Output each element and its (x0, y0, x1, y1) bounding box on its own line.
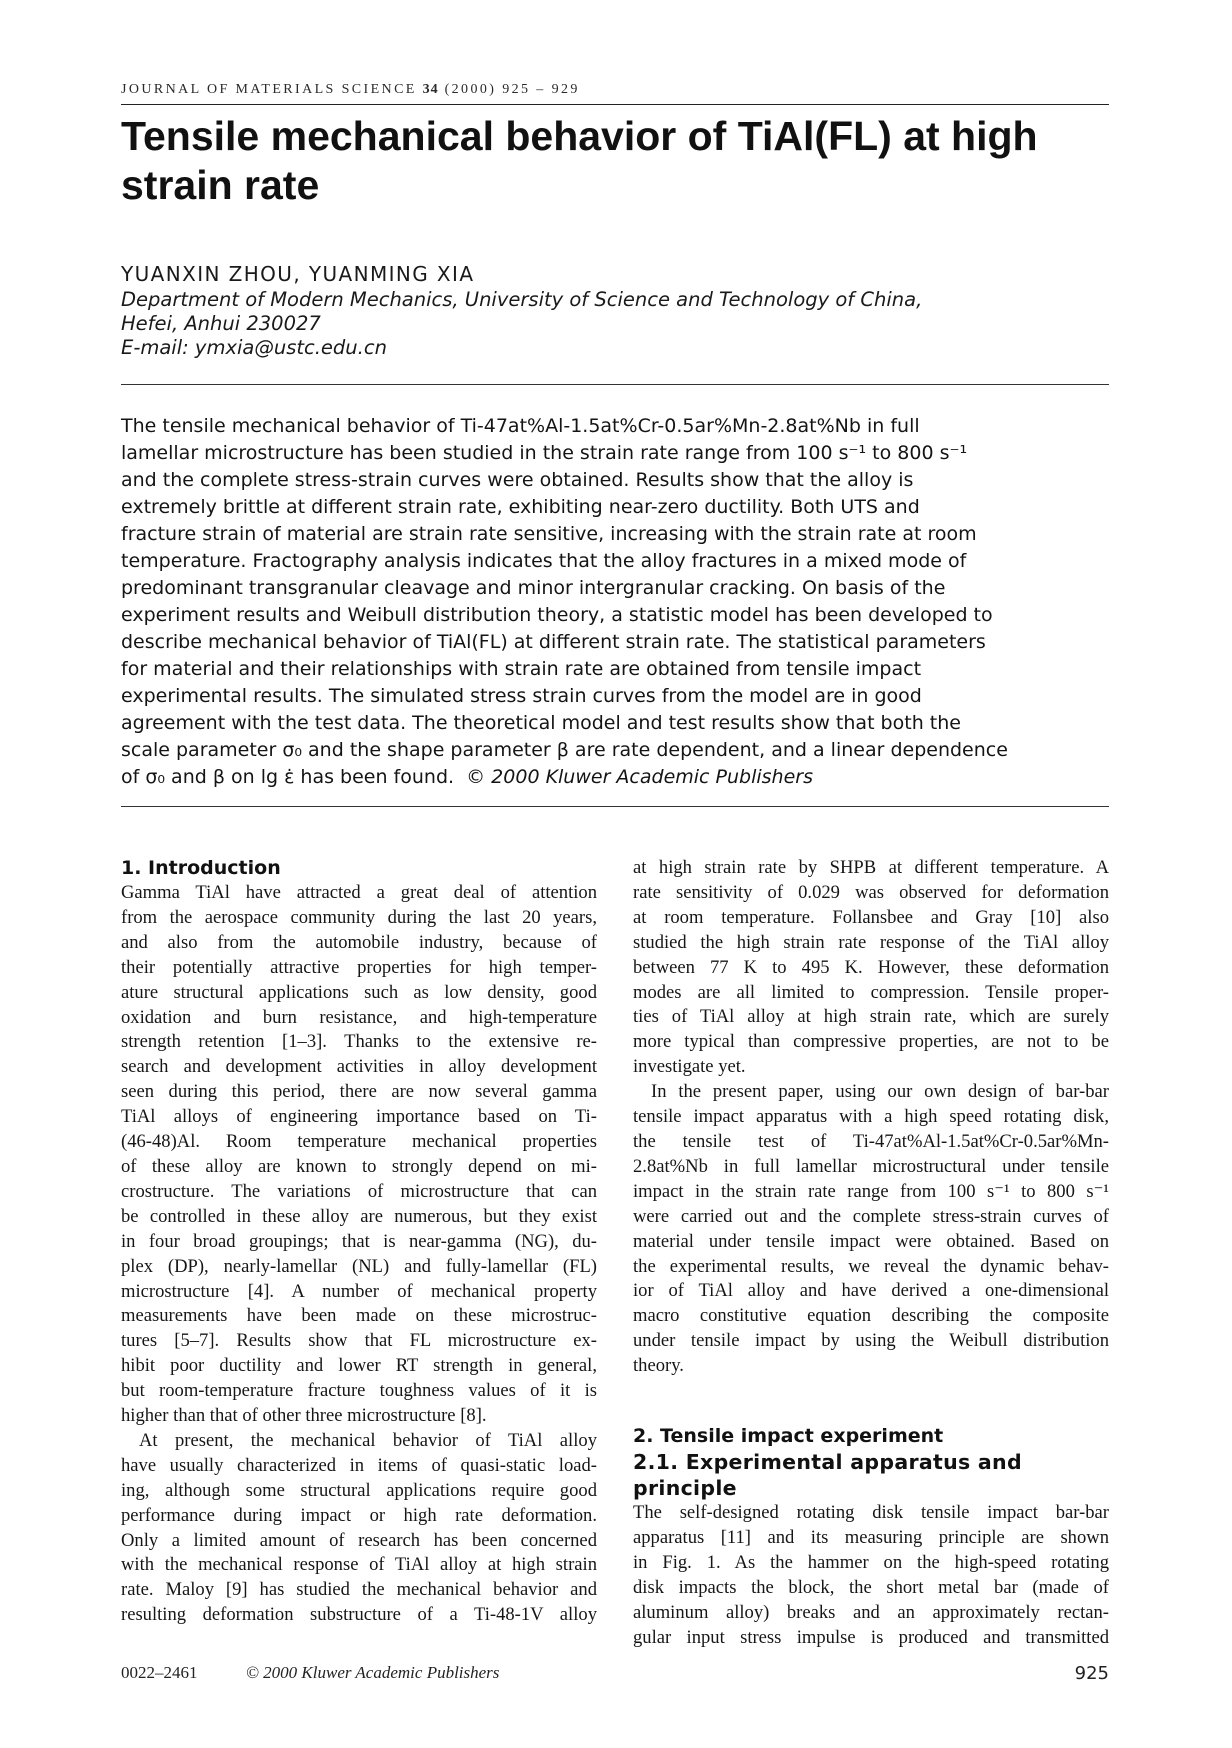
text-line: oxidation and burn resistance, and high-temperature (121, 1006, 597, 1028)
text-line: aluminum alloy) breaks and an approximately rectan- (633, 1601, 1109, 1623)
text-line: ior of TiAl alloy and have derived a one-dimensional (633, 1280, 1109, 1302)
text-line: from the aerospace community during the last 20 years, (121, 906, 597, 928)
intro-paragraph-2 (121, 1429, 597, 1628)
text-line: impact in the strain rate range from 100 s⁻¹ to 800 s⁻¹ (633, 1180, 1109, 1202)
text-line: tensile impact apparatus with a high speed rotating disk, (633, 1106, 1109, 1128)
text-line: studied the high strain rate response of the TiAl alloy (633, 931, 1109, 953)
text-line: their potentially attractive properties for high temper- (121, 956, 597, 978)
text-line: In the present paper, using our own design of bar-bar (651, 1081, 1109, 1103)
divider-bottom (121, 806, 1109, 807)
abstract-line: temperature. Fractography analysis indicates that the alloy fractures in a mixed mode of (121, 550, 967, 572)
text-line: At present, the mechanical behavior of TiAl alloy (139, 1429, 597, 1451)
text-line: of these alloy are known to strongly depend on mi- (121, 1155, 597, 1177)
text-line: ing, although some structural applications require good (121, 1479, 597, 1501)
footer-publisher: © 2000 Kluwer Academic Publishers (246, 1663, 500, 1682)
text-line: TiAl alloys of engineering importance based on Ti- (121, 1106, 597, 1128)
section-heading-tensile-impact: 2. Tensile impact experiment (633, 1425, 944, 1448)
affiliation (121, 288, 1109, 360)
intro-paragraph-3 (633, 856, 1109, 1080)
journal-volume: 34 (422, 82, 439, 97)
text-line: with the mechanical response of TiAl alloy at high strain (121, 1554, 597, 1576)
abstract-copyright: © 2000 Kluwer Academic Publishers (466, 766, 814, 788)
footer-issn: 0022–2461 (121, 1663, 198, 1682)
text-line: be controlled in these alloy are numerous, but they exist (121, 1205, 597, 1227)
section-heading-introduction: 1. Introduction (121, 857, 281, 879)
text-line: but room-temperature fracture toughness values of it is (121, 1380, 597, 1402)
apparatus-paragraph (633, 1501, 1109, 1650)
journal-year-pages: (2000) 925 – 929 (444, 82, 580, 97)
text-line: and also from the automobile industry, because of (121, 931, 597, 953)
text-line: rate. Maloy [9] has studied the mechanical behavior and (121, 1579, 597, 1601)
text-line: seen during this period, there are now several gamma (121, 1081, 597, 1103)
journal-name: JOURNAL OF MATERIALS SCIENCE (121, 82, 417, 97)
text-line: ature structural applications such as low density, good (121, 981, 597, 1003)
text-line: modes are all limited to compression. Tensile proper- (633, 981, 1109, 1003)
affiliation-line: Hefei, Anhui 230027 (121, 312, 321, 335)
abstract-line: predominant transgranular cleavage and minor intergranular cracking. On basis of the (121, 577, 946, 599)
text-line: material under tensile impact were obtained. Based on (633, 1230, 1109, 1252)
affiliation-line: Department of Modern Mechanics, University of Science and Technology of China, (121, 288, 923, 311)
title-line: strain rate (121, 162, 320, 208)
subsection-heading-apparatus: 2.1. Experimental apparatus and principle (633, 1450, 1022, 1501)
intro-paragraph-4 (633, 1080, 1109, 1379)
text-line: performance during impact or high rate deformation. (121, 1504, 597, 1526)
abstract-line: extremely brittle at different strain rate, exhibiting near-zero ductility. Both UTS and (121, 496, 920, 518)
intro-paragraph-1 (121, 881, 597, 1429)
left-column (121, 856, 597, 1628)
text-line: gular input stress impulse is produced and transmitted (633, 1626, 1109, 1648)
text-line: resulting deformation substructure of a Ti-48-1V alloy (121, 1604, 597, 1626)
text-line: (46-48)Al. Room temperature mechanical properties (121, 1131, 597, 1153)
text-line: disk impacts the block, the short metal bar (made of (633, 1576, 1109, 1598)
text-line: search and development activities in alloy development (121, 1056, 597, 1078)
abstract-last-line (121, 764, 1109, 791)
abstract-line: experimental results. The simulated stress strain curves from the model are in good (121, 685, 922, 707)
text-line: microstructure [4]. A number of mechanical property (121, 1280, 597, 1302)
text-line: between 77 K to 495 K. However, these deformation (633, 956, 1109, 978)
text-line: in Fig. 1. As the hammer on the high-speed rotating (633, 1551, 1109, 1573)
text-line: Gamma TiAl have attracted a great deal of attention (121, 882, 597, 903)
abstract-line: describe mechanical behavior of TiAl(FL) at different strain rate. The statistical parameters (121, 631, 986, 653)
abstract-line: and the complete stress-strain curves were obtained. Results show that the alloy is (121, 469, 914, 491)
paper-title (121, 112, 1109, 210)
text-line: have usually characterized in items of quasi-static load- (121, 1454, 597, 1476)
text-line: 2.8at%Nb in full lamellar microstructural under tensile (633, 1155, 1109, 1177)
abstract-line: lamellar microstructure has been studied in the strain rate range from 100 s⁻¹ to 800 s⁻¹ (121, 442, 968, 464)
page-number: 925 (1074, 1663, 1109, 1684)
page-footer (121, 1663, 1109, 1687)
text-line: measurements have been made on these microstruc- (121, 1305, 597, 1327)
text-line: ties of TiAl alloy at high strain rate, which are surely (633, 1006, 1109, 1028)
text-line: more typical than compressive properties, are not to be (633, 1031, 1109, 1053)
abstract-line: experiment results and Weibull distribution theory, a statistic model has been developed to (121, 604, 993, 626)
abstract-line: scale parameter σ₀ and the shape parameter β are rate dependent, and a linear dependence (121, 739, 1008, 761)
text-line: tures [5–7]. Results show that FL microstructure ex- (121, 1330, 597, 1352)
text-line: hibit poor ductility and lower RT strength in general, (121, 1355, 597, 1377)
abstract (121, 413, 1109, 791)
text-line: Only a limited amount of research has been concerned (121, 1529, 597, 1551)
text-line: strength retention [1–3]. Thanks to the extensive re- (121, 1031, 597, 1053)
text-line: plex (DP), nearly-lamellar (NL) and fully-lamellar (FL) (121, 1255, 597, 1277)
text-line: macro constitutive equation describing the composite (633, 1305, 1109, 1327)
journal-header (121, 82, 1109, 105)
text-line: theory. (633, 1355, 684, 1377)
abstract-line: agreement with the test data. The theoretical model and test results show that both the (121, 712, 961, 734)
authors: YUANXIN ZHOU, YUANMING XIA (121, 262, 475, 286)
title-line: Tensile mechanical behavior of TiAl(FL) at high (121, 113, 1038, 159)
text-line: investigate yet. (633, 1056, 746, 1078)
text-line: the experimental results, we reveal the dynamic behav- (633, 1255, 1109, 1277)
affiliation-email: E-mail: ymxia@ustc.edu.cn (121, 336, 387, 359)
text-line: higher than that of other three microstructure [8]. (121, 1405, 487, 1427)
divider-top (121, 384, 1109, 385)
text-line: rate sensitivity of 0.029 was observed for deformation (633, 881, 1109, 903)
text-line: the tensile test of Ti-47at%Al-1.5at%Cr-0.5ar%Mn- (633, 1130, 1109, 1152)
text-line: crostructure. The variations of microstructure that can (121, 1180, 597, 1202)
abstract-line: for material and their relationships with strain rate are obtained from tensile impact (121, 658, 922, 680)
abstract-line: The tensile mechanical behavior of Ti-47at%Al-1.5at%Cr-0.5ar%Mn-2.8at%Nb in full (121, 415, 920, 437)
text-line: The self-designed rotating disk tensile impact bar-bar (633, 1502, 1109, 1524)
abstract-line: of σ₀ and β on lg ε̇ has been found. (121, 766, 455, 788)
abstract-line: fracture strain of material are strain rate sensitive, increasing with the strain rate at room (121, 523, 977, 545)
text-line: at high strain rate by SHPB at different temperature. A (633, 857, 1109, 878)
text-line: were carried out and the complete stress-strain curves of (633, 1205, 1109, 1227)
text-line: in four broad groupings; that is near-gamma (NG), du- (121, 1230, 597, 1252)
right-column (633, 856, 1109, 1650)
text-line: under tensile impact by using the Weibull distribution (633, 1330, 1109, 1352)
text-line: apparatus [11] and its measuring principle are shown (633, 1526, 1109, 1548)
text-line: at room temperature. Follansbee and Gray [10] also (633, 906, 1109, 928)
